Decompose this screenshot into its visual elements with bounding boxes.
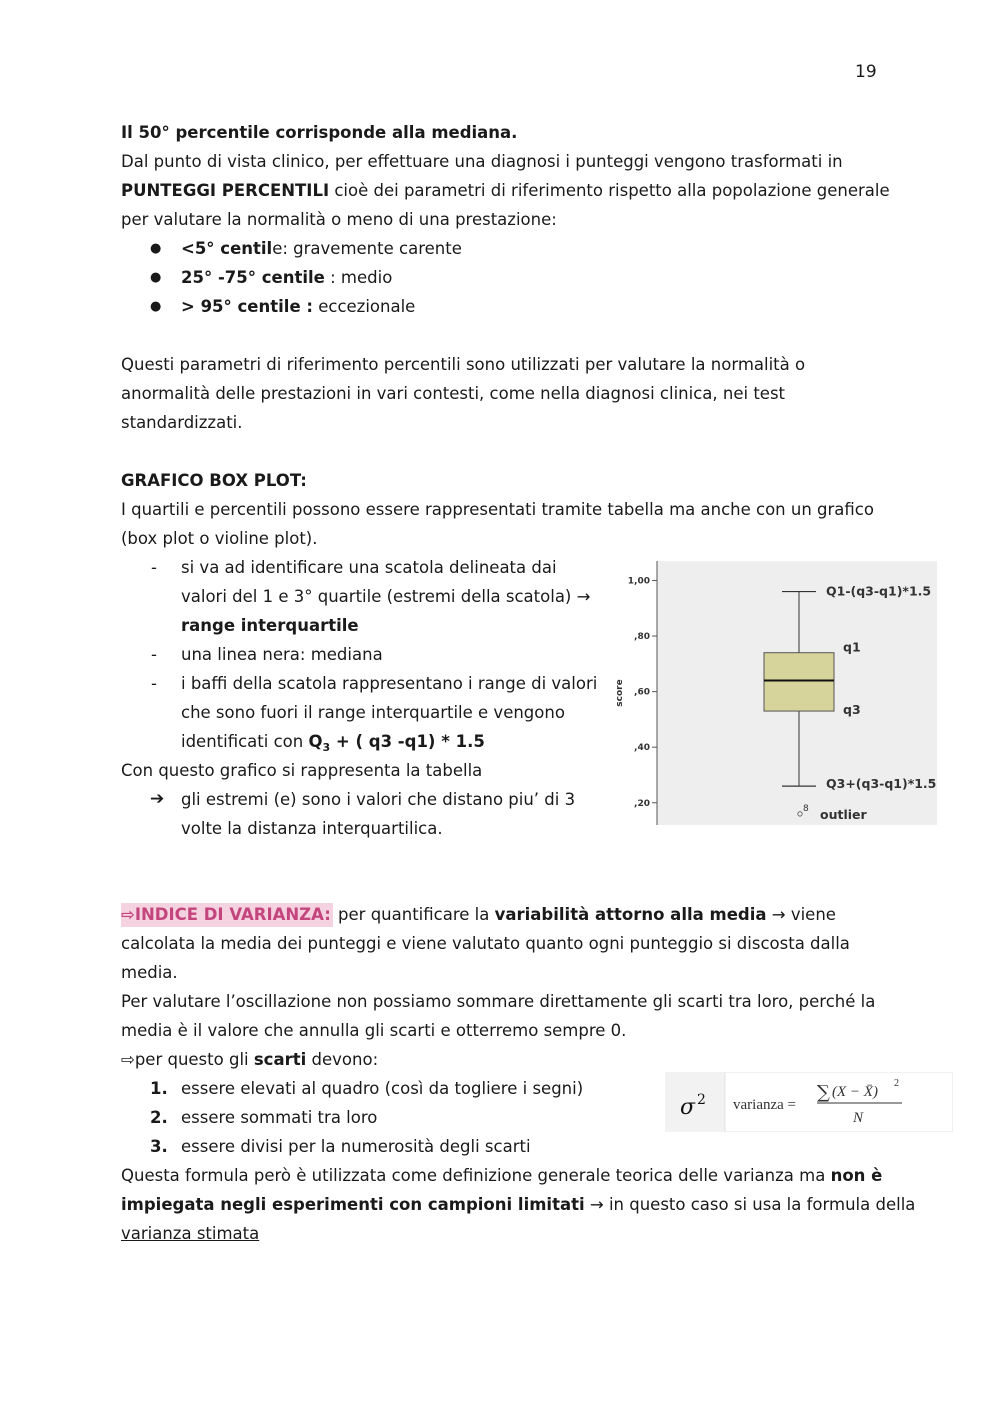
list-item: i baffi della scatola rappresentano i range di valori [181, 674, 598, 693]
paragraph-line: media. [121, 963, 178, 982]
paragraph-line: Con questo grafico si rappresenta la tabella [121, 761, 483, 780]
formula-label: varianza = [733, 1097, 797, 1113]
bullet-icon: ● [150, 299, 162, 314]
list-number: 2. [150, 1108, 168, 1127]
interquartile-box [764, 653, 834, 711]
y-tick-label: 1,00 [627, 576, 650, 587]
annotation-outlier: outlier [820, 806, 867, 822]
paragraph-line: (box plot o violine plot). [121, 529, 318, 548]
dash-marker: - [151, 558, 157, 577]
y-tick-label: ,20 [634, 798, 650, 809]
list-item: <5° centile: gravemente carente [181, 239, 462, 258]
dash-marker: - [151, 674, 157, 693]
page-number: 19 [855, 62, 877, 82]
intro-text: PUNTEGGI PERCENTILI cioè dei parametri di riferimento rispetto alla popolazione generale [121, 181, 890, 200]
list-item: una linea nera: mediana [181, 645, 383, 664]
bullet-icon: ● [150, 241, 162, 256]
box-plot-chart [610, 561, 937, 825]
list-number: 3. [150, 1137, 168, 1156]
paragraph-line: anormalità delle prestazioni in vari contesti, come nella diagnosi clinica, nei test [121, 384, 786, 403]
y-tick-label: ,60 [634, 687, 650, 698]
list-item: che sono fuori il range interquartile e vengono [181, 703, 565, 722]
outlier-number: 8 [803, 803, 809, 814]
y-tick-label: ,80 [634, 632, 650, 643]
dash-marker: - [151, 645, 157, 664]
intro-text: per valutare la normalità o meno di una prestazione: [121, 210, 557, 229]
list-item: gli estremi (e) sono i valori che distano piu’ di 3 [181, 790, 576, 809]
variance-formula [665, 1072, 953, 1132]
list-item: essere divisi per la numerosità degli scarti [181, 1137, 531, 1156]
annotation-q1: q1 [843, 639, 861, 655]
formula-numerator-exponent: 2 [894, 1078, 899, 1089]
section-heading: GRAFICO BOX PLOT: [121, 471, 307, 490]
list-item: 25° -75° centile : medio [181, 268, 393, 287]
paragraph-line: standardizzati. [121, 413, 243, 432]
paragraph-line: calcolata la media dei punteggi e viene valutato quanto ogni punteggio si discosta dalla [121, 934, 850, 953]
y-axis-label: score [615, 679, 625, 707]
list-item: identificati con $Q_3$ + ( q3 -q1) * 1.5 [181, 732, 485, 754]
paragraph-line: ⇨per questo gli scarti devono: [121, 1050, 379, 1069]
paragraph-line: Questa formula però è utilizzata come definizione generale teorica delle varianza ma non è [121, 1166, 883, 1185]
paragraph-line: I quartili e percentili possono essere rappresentati tramite tabella ma anche con un grafico [121, 500, 874, 519]
sigma-symbol: σ [680, 1095, 696, 1120]
list-item: valori del 1 e 3° quartile (estremi della scatola) → [181, 587, 591, 606]
paragraph-line: impiegata negli esperimenti con campioni limitati → in questo caso si usa la formula della [121, 1195, 916, 1214]
intro-text: Dal punto di vista clinico, per effettuare una diagnosi i punteggi vengono trasformati in [121, 152, 843, 171]
paragraph-line: media è il valore che annulla gli scarti e otterremo sempre 0. [121, 1021, 627, 1040]
bullet-icon: ● [150, 270, 162, 285]
list-number: 1. [150, 1079, 168, 1098]
variance-title: ⇨INDICE DI VARIANZA: [121, 903, 333, 927]
annotation-lower-fence: Q3+(q3-q1)*1.5 [826, 776, 937, 792]
variance-stimata-link: varianza stimata [121, 1224, 260, 1243]
sigma-exponent: 2 [697, 1092, 706, 1108]
formula-sum-symbol: ∑ [817, 1082, 830, 1103]
list-item: range interquartile [181, 616, 359, 635]
intro-heading: Il 50° percentile corrisponde alla mediana. [121, 123, 518, 142]
formula-denominator: N [853, 1110, 864, 1126]
list-item: volte la distanza interquartilica. [181, 819, 443, 838]
list-item: essere elevati al quadro (così da togliere i segni) [181, 1079, 584, 1098]
formula-numerator: (X − X̄) [832, 1084, 878, 1100]
paragraph-line: Questi parametri di riferimento percentili sono utilizzati per valutare la normalità o [121, 355, 806, 374]
y-tick-label: ,40 [634, 743, 650, 754]
list-item: > 95° centile : eccezionale [181, 297, 416, 316]
list-item: essere sommati tra loro [181, 1108, 378, 1127]
paragraph-line: Per valutare l’oscillazione non possiamo sommare direttamente gli scarti tra loro, perché la [121, 992, 876, 1011]
list-item: si va ad identificare una scatola delineata dai [181, 558, 557, 577]
annotation-q3: q3 [843, 702, 861, 718]
annotation-upper-fence: Q1-(q3-q1)*1.5 [826, 583, 932, 599]
arrow-icon: ➔ [150, 789, 165, 809]
variance-heading-line: ⇨INDICE DI VARIANZA: per quantificare la variabilità attorno alla media → viene [121, 905, 836, 925]
